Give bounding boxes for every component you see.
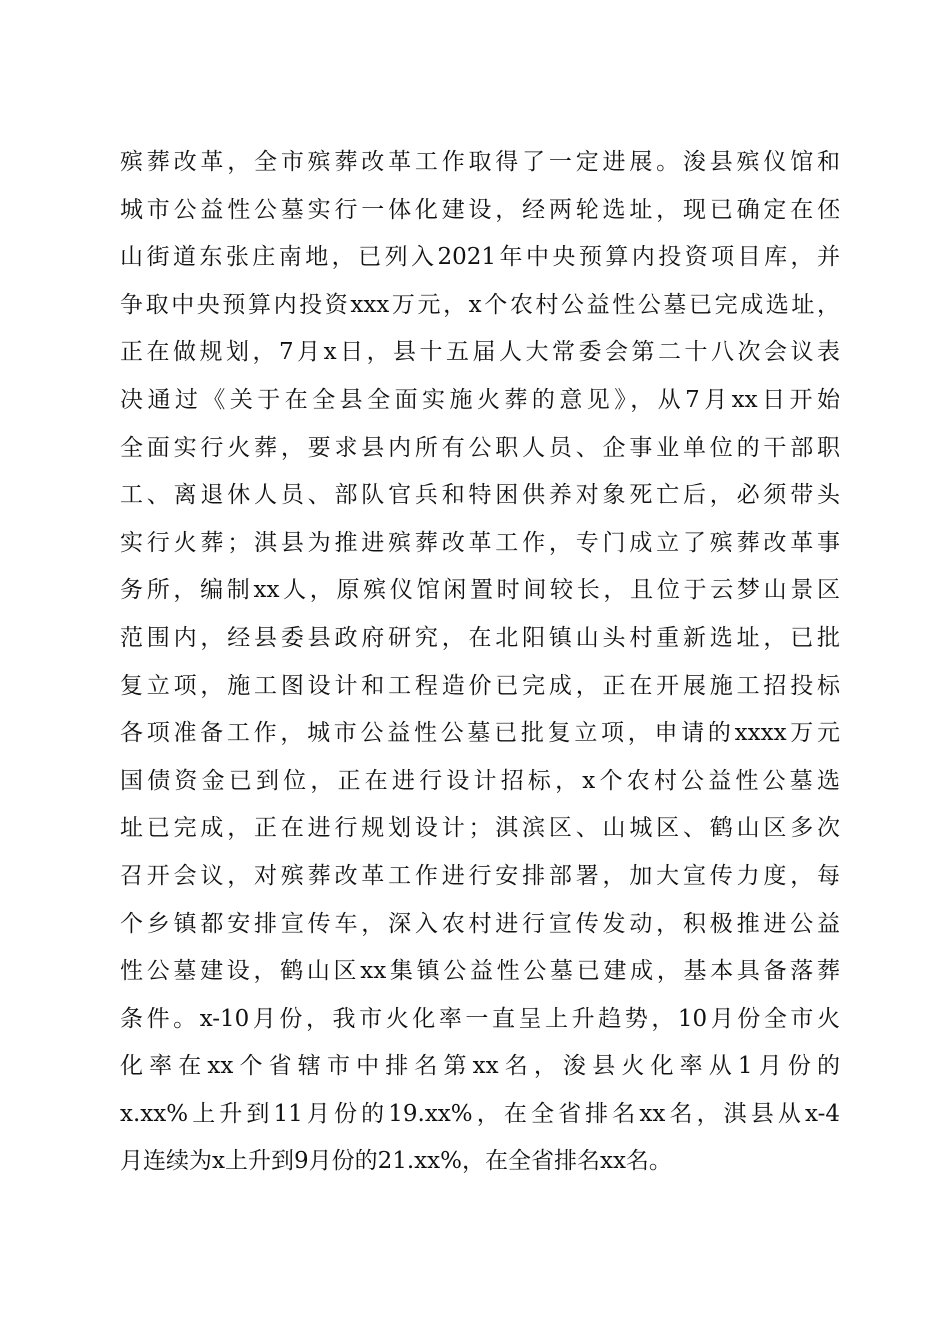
- body-paragraph: [120, 139, 840, 1186]
- text-line: 务所，编制xx人，原殡仪馆闲置时间较长，且位于云梦山景区: [120, 577, 840, 604]
- text-line: 工、离退休人员、部队官兵和特困供养对象死亡后，必须带头: [120, 482, 840, 509]
- text-line: 山街道东张庄南地，已列入2021年中央预算内投资项目库，并: [120, 244, 840, 271]
- text-line-final: 月连续为x上升到9月份的21.xx%，在全省排名xx名。: [120, 1148, 672, 1175]
- text-line: 决通过《关于在全县全面实施火葬的意见》，从7月xx日开始: [120, 386, 840, 413]
- text-line: 条件。x-10月份，我市火化率一直呈上升趋势，10月份全市火: [120, 1005, 840, 1032]
- text-line: 国债资金已到位，正在进行设计招标，x个农村公益性公墓选: [120, 767, 840, 794]
- text-line: 全面实行火葬，要求县内所有公职人员、企事业单位的干部职: [120, 434, 840, 461]
- text-line: 正在做规划，7月x日，县十五届人大常委会第二十八次会议表: [120, 339, 840, 366]
- text-line: 召开会议，对殡葬改革工作进行安排部署，加大宣传力度，每: [120, 862, 840, 889]
- text-line: 范围内，经县委县政府研究，在北阳镇山头村重新选址，已批: [120, 624, 840, 651]
- text-line: 殡葬改革，全市殡葬改革工作取得了一定进展。浚县殡仪馆和: [120, 149, 840, 175]
- text-line: x.xx%上升到11月份的19.xx%，在全省排名xx名，淇县从x-4: [120, 1100, 840, 1127]
- text-line: 个乡镇都安排宣传车，深入农村进行宣传发动，积极推进公益: [120, 910, 840, 937]
- text-line: 化率在xx个省辖市中排名第xx名，浚县火化率从1月份的: [120, 1053, 840, 1080]
- text-line: 址已完成，正在进行规划设计；淇滨区、山城区、鹤山区多次: [120, 815, 840, 842]
- text-line: 复立项，施工图设计和工程造价已完成，正在开展施工招投标: [120, 672, 840, 699]
- text-line: 城市公益性公墓实行一体化建设，经两轮选址，现已确定在伾: [120, 196, 840, 223]
- text-line: 各项准备工作，城市公益性公墓已批复立项，申请的xxxx万元: [120, 720, 840, 747]
- text-line: 实行火葬；淇县为推进殡葬改革工作，专门成立了殡葬改革事: [120, 529, 840, 556]
- text-line: 争取中央预算内投资xxx万元，x个农村公益性公墓已完成选址，: [120, 291, 840, 318]
- text-line: 性公墓建设，鹤山区xx集镇公益性公墓已建成，基本具备落葬: [120, 958, 840, 985]
